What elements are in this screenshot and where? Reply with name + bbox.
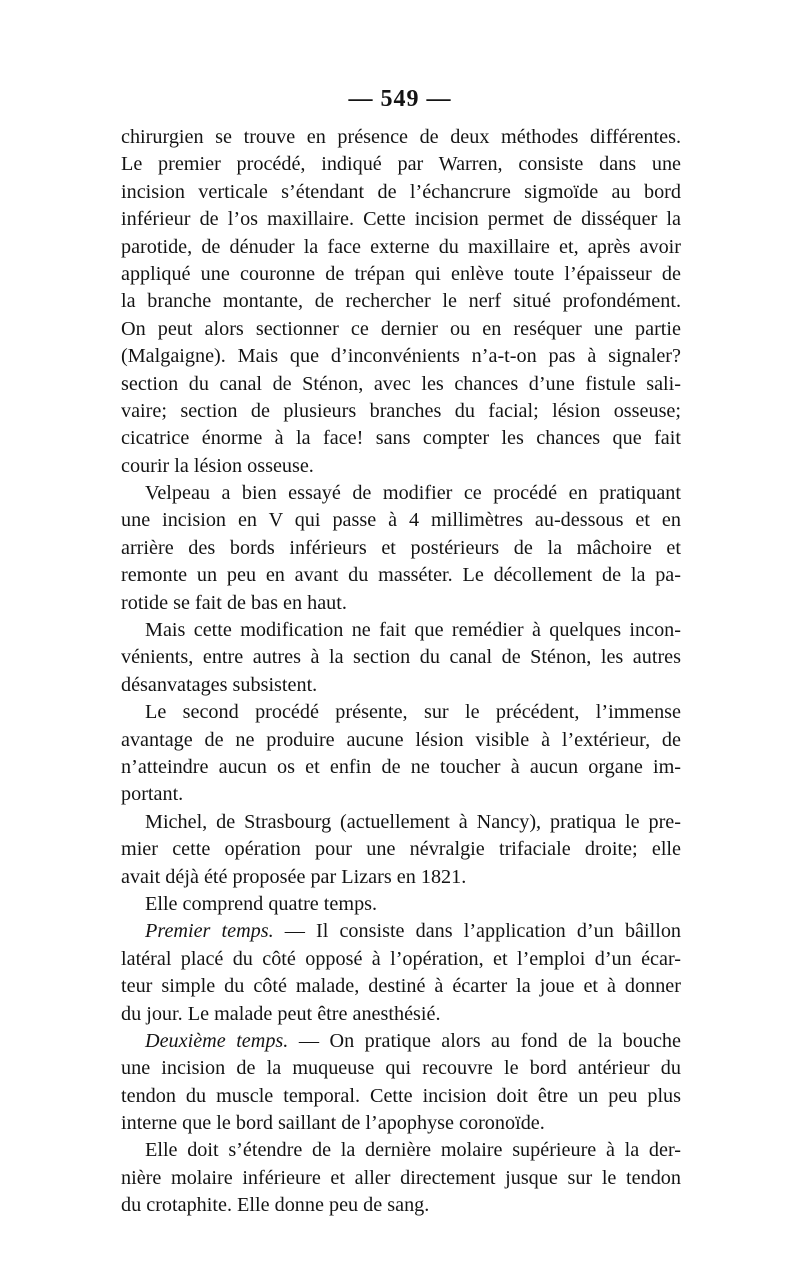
text-line [121,343,681,370]
text-segment: du jour. Le malade peut être anesthésié. [121,1002,441,1025]
text-segment: cicatrice énorme à la face! sans compter les chances que fait [121,427,681,450]
text-line [121,1001,681,1028]
text-line [121,562,681,589]
text-segment: Mais cette modification ne fait que remédier à quelques incon- [145,619,681,642]
text-segment: appliqué une couronne de trépan qui enlève toute l’épaisseur de [121,262,681,285]
text-line [121,1165,681,1192]
section-heading: Deuxième temps. [145,1029,289,1052]
text-line [121,1110,681,1137]
text-line [121,425,681,452]
page-number: — 549 — [348,86,452,112]
text-segment: tendon du muscle temporal. Cette incision doit être un peu plus [121,1084,681,1107]
text-line [121,973,681,1000]
text-segment: vaire; section de plusieurs branches du facial; lésion osseuse; [121,399,681,422]
text-line [121,672,681,699]
text-line [121,946,681,973]
text-segment: — On pratique alors au fond de la bouche [288,1029,681,1052]
text-segment: Le premier procédé, indiqué par Warren, consiste dans une [121,153,681,176]
text-line [121,261,681,288]
text-segment: avait déjà été proposée par Lizars en 1821. [121,865,467,888]
text-segment: Velpeau a bien essayé de modifier ce procédé en pratiquant [145,482,681,505]
text-segment: teur simple du côté malade, destiné à écarter la joue et à donner [121,975,681,998]
text-line [121,699,681,726]
text-segment: une incision en V qui passe à 4 millimètres au-dessous et en [121,509,681,532]
text-line [121,836,681,863]
text-segment: On peut alors sectionner ce dernier ou en reséquer une partie [121,317,681,340]
text-segment: — Il consiste dans l’application d’un bâillon [273,920,682,943]
text-line [121,507,681,534]
text-line [121,1055,681,1082]
text-line [121,1137,681,1164]
section-heading: Premier temps. [145,920,274,943]
text-line [121,891,681,918]
text-line [121,151,681,178]
text-line [121,918,681,945]
text-segment: rotide se fait de bas en haut. [121,591,347,614]
text-line [121,1192,681,1219]
text-segment: la branche montante, de rechercher le nerf situé profondément. [121,290,681,313]
text-segment: avantage de ne produire aucune lésion visible à l’extérieur, de [121,728,681,751]
text-segment: (Malgaigne). Mais que d’inconvénients n’a-t-on pas à signaler? [121,345,681,368]
text-segment: n’atteindre aucun os et enfin de ne toucher à aucun organe im- [121,755,681,778]
text-line [121,617,681,644]
text-line [121,179,681,206]
text-segment: remonte un peu en avant du masséter. Le décollement de la pa- [121,564,681,587]
text-segment: arrière des bords inférieurs et postérieurs de la mâchoire et [121,536,681,559]
text-line [121,727,681,754]
text-line [121,590,681,617]
text-segment: Le second procédé présente, sur le précédent, l’immense [145,701,681,724]
text-line [121,480,681,507]
text-line [121,754,681,781]
text-segment: vénients, entre autres à la section du canal de Sténon, les autres [121,646,681,669]
text-line [121,124,681,151]
body-text [121,124,681,1220]
text-segment: interne que le bord saillant de l’apophyse coronoïde. [121,1112,545,1135]
text-segment: incision verticale s’étendant de l’échancrure sigmoïde au bord [121,180,681,203]
text-segment: Elle doit s’étendre de la dernière molaire supérieure à la der- [145,1139,681,1162]
text-line [121,535,681,562]
text-segment: du crotaphite. Elle donne peu de sang. [121,1194,430,1217]
text-line [121,206,681,233]
text-segment: section du canal de Sténon, avec les chances d’une fistule sali- [121,372,681,395]
text-line [121,398,681,425]
text-segment: une incision de la muqueuse qui recouvre le bord antérieur du [121,1057,681,1080]
text-segment: parotide, de dénuder la face externe du maxillaire et, après avoir [121,235,681,258]
text-segment: nière molaire inférieure et aller directement jusque sur le tendon [121,1166,681,1189]
text-segment: Elle comprend quatre temps. [145,892,378,915]
text-line [121,234,681,261]
text-line [121,371,681,398]
text-segment: chirurgien se trouve en présence de deux méthodes différentes. [121,126,681,148]
text-segment: désanvatages subsistent. [121,673,318,696]
text-segment: inférieur de l’os maxillaire. Cette incision permet de disséquer la [121,208,681,231]
text-segment: mier cette opération pour une névralgie trifaciale droite; elle [121,838,681,861]
text-line [121,1028,681,1055]
text-line [121,453,681,480]
text-line [121,316,681,343]
text-segment: Michel, de Strasbourg (actuellement à Nancy), pratiqua le pre- [145,810,681,833]
text-line [121,288,681,315]
text-segment: portant. [121,783,184,806]
text-segment: latéral placé du côté opposé à l’opération, et l’emploi d’un écar- [121,947,681,970]
text-line [121,1083,681,1110]
text-segment: courir la lésion osseuse. [121,454,314,477]
text-line [121,864,681,891]
text-line [121,781,681,808]
text-line [121,644,681,671]
text-line [121,809,681,836]
